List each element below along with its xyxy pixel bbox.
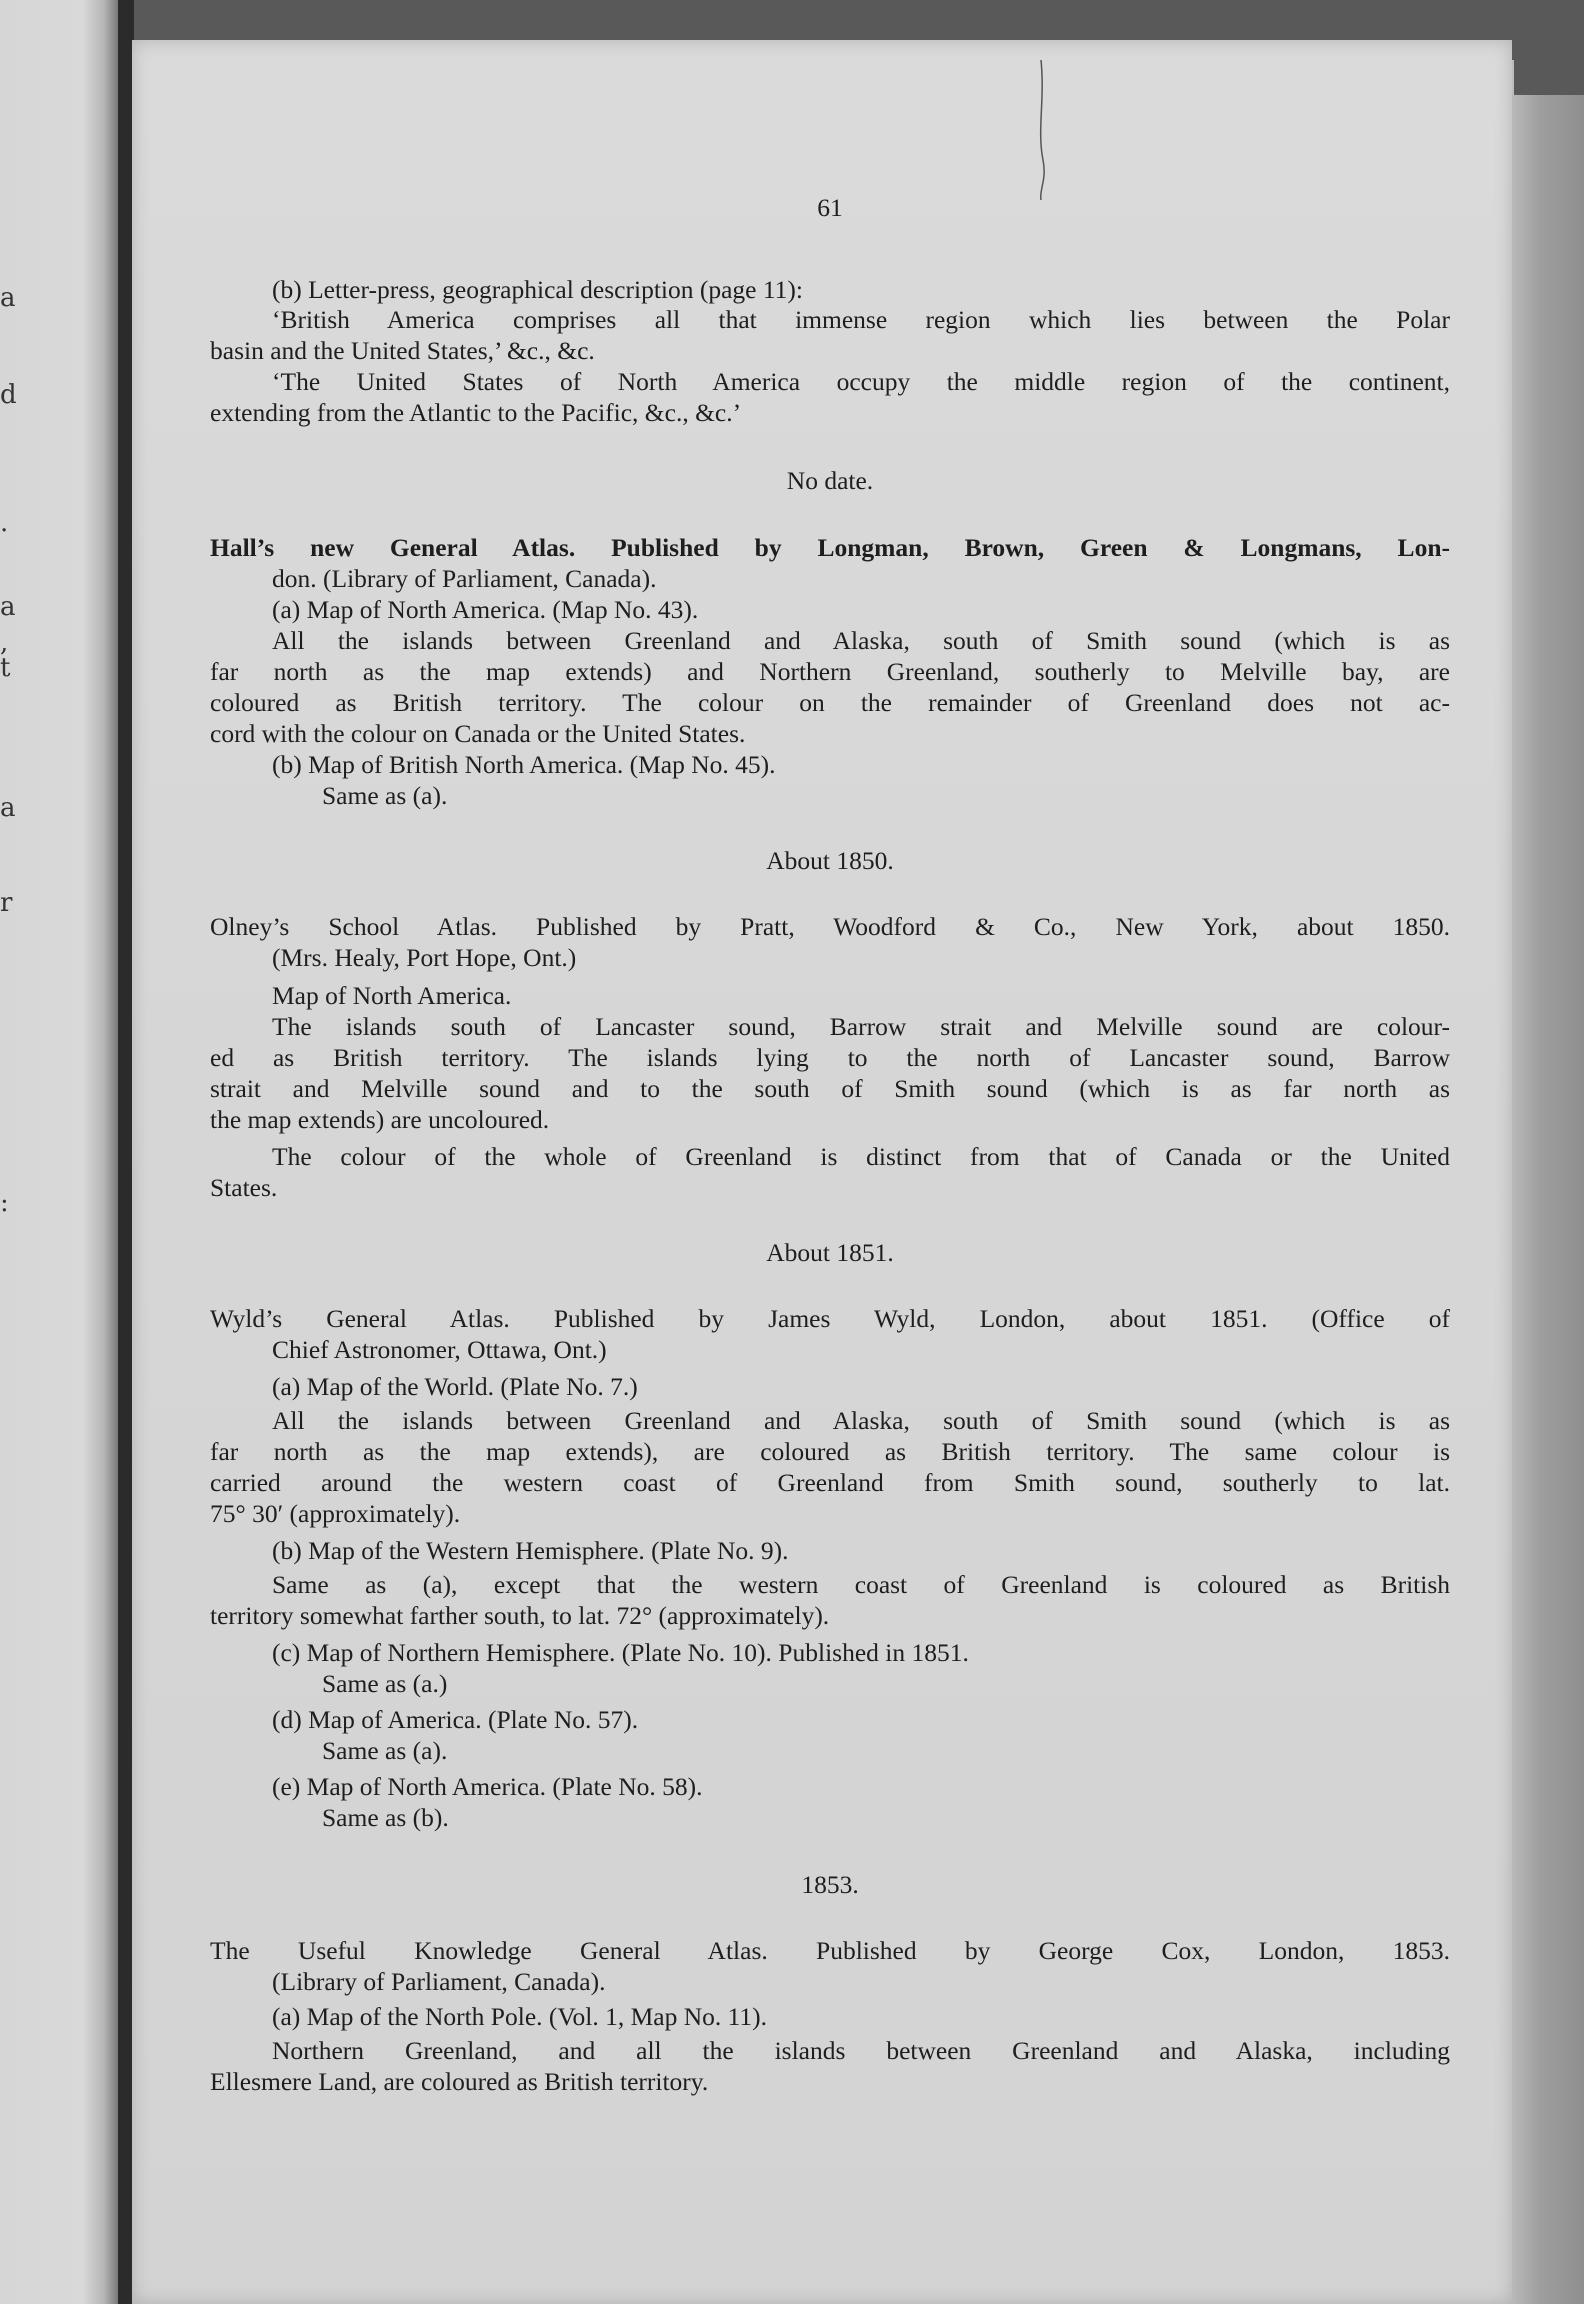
text-line: (Mrs. Healy, Port Hope, Ont.) (272, 943, 577, 972)
page-stack-edge (1512, 95, 1584, 2304)
text-line: (a) Map of the North Pole. (Vol. 1, Map No. 11). (272, 2002, 768, 2031)
text-line: extending from the Atlantic to the Pacific, &c., &c.’ (210, 398, 742, 427)
text-line: ‘The United States of North America occupy the middle region of the continent, (272, 367, 1450, 396)
margin-fragment: . (0, 508, 9, 538)
text-line: All the islands between Greenland and Alaska, south of Smith sound (which is as (272, 1406, 1450, 1435)
margin-fragment: a (0, 793, 16, 823)
text-line: far north as the map extends) and Northern Greenland, southerly to Melville bay, are (210, 657, 1450, 686)
text-line: States. (210, 1173, 278, 1202)
text-line: carried around the western coast of Greenland from Smith sound, southerly to lat. (210, 1468, 1450, 1497)
text-line: coloured as British territory. The colour on the remainder of Greenland does not ac- (210, 688, 1450, 717)
text-line: ed as British territory. The islands lying to the north of Lancaster sound, Barrow (210, 1043, 1450, 1072)
text-line: (a) Map of the World. (Plate No. 7.) (272, 1372, 638, 1401)
text-line: Same as (a), except that the western coast of Greenland is coloured as British (272, 1570, 1450, 1599)
margin-fragment: : (0, 1188, 9, 1218)
text-line: (b) Map of British North America. (Map No. 45). (272, 750, 776, 779)
margin-fragment: t (0, 653, 11, 683)
text-line: the map extends) are uncoloured. (210, 1105, 550, 1134)
page-crease-mark (1027, 60, 1057, 200)
facing-page-edge (0, 0, 118, 2304)
margin-fragment: a (0, 592, 16, 622)
text-line: (b) Letter-press, geographical description (page 11): (272, 275, 803, 304)
section-heading: 1853. (801, 1870, 859, 1899)
text-line: (d) Map of America. (Plate No. 57). (272, 1705, 639, 1734)
document-page (132, 40, 1512, 2304)
text-line: Chief Astronomer, Ottawa, Ont.) (272, 1335, 607, 1364)
text-line: Same as (a). (322, 781, 448, 810)
atlas-entry-title: The Useful Knowledge General Atlas. Published by George Cox, London, 1853. (210, 1936, 1450, 1965)
text-line: basin and the United States,’ &c., &c. (210, 336, 595, 365)
text-line: (e) Map of North America. (Plate No. 58). (272, 1772, 703, 1801)
text-line: (b) Map of the Western Hemisphere. (Plate No. 9). (272, 1536, 789, 1565)
text-line: cord with the colour on Canada or the United States. (210, 719, 746, 748)
text-line: Same as (a). (322, 1736, 448, 1765)
margin-fragment: a (0, 283, 16, 313)
text-line: (Library of Parliament, Canada). (272, 1967, 606, 1996)
margin-fragment: r (0, 888, 13, 918)
text-line: Same as (a.) (322, 1669, 448, 1698)
text-line: The islands south of Lancaster sound, Barrow strait and Melville sound are colour- (272, 1012, 1450, 1041)
margin-fragment: , (0, 628, 9, 658)
text-line: (a) Map of North America. (Map No. 43). (272, 595, 699, 624)
text-line: ‘British America comprises all that immense region which lies between the Polar (272, 305, 1450, 334)
text-line: strait and Melville sound and to the south of Smith sound (which is as far north as (210, 1074, 1450, 1103)
margin-fragment: d (0, 380, 17, 410)
section-heading: No date. (786, 466, 874, 495)
page-number: 61 (817, 193, 843, 222)
atlas-entry-title: Olney’s School Atlas. Published by Pratt, Woodford & Co., New York, about 1850. (210, 912, 1450, 941)
section-heading: About 1851. (766, 1238, 894, 1267)
text-line: (c) Map of Northern Hemisphere. (Plate No. 10). Published in 1851. (272, 1638, 969, 1667)
text-line: Same as (b). (322, 1803, 449, 1832)
text-line: Map of North America. (272, 981, 512, 1010)
atlas-entry-title: Hall’s new General Atlas. Published by Longman, Brown, Green & Longmans, Lon- (210, 533, 1450, 562)
text-line: 75° 30′ (approximately). (210, 1499, 461, 1528)
section-heading: About 1850. (766, 846, 894, 875)
text-line: don. (Library of Parliament, Canada). (272, 564, 657, 593)
atlas-entry-title: Wyld’s General Atlas. Published by James Wyld, London, about 1851. (Office of (210, 1304, 1450, 1333)
text-line: far north as the map extends), are coloured as British territory. The same colour is (210, 1437, 1450, 1466)
text-line: Northern Greenland, and all the islands between Greenland and Alaska, including (272, 2036, 1450, 2065)
text-line: Ellesmere Land, are coloured as British territory. (210, 2067, 709, 2096)
text-line: The colour of the whole of Greenland is distinct from that of Canada or the United (272, 1142, 1450, 1171)
text-line: All the islands between Greenland and Alaska, south of Smith sound (which is as (272, 626, 1450, 655)
text-line: territory somewhat farther south, to lat. 72° (approximately). (210, 1601, 830, 1630)
